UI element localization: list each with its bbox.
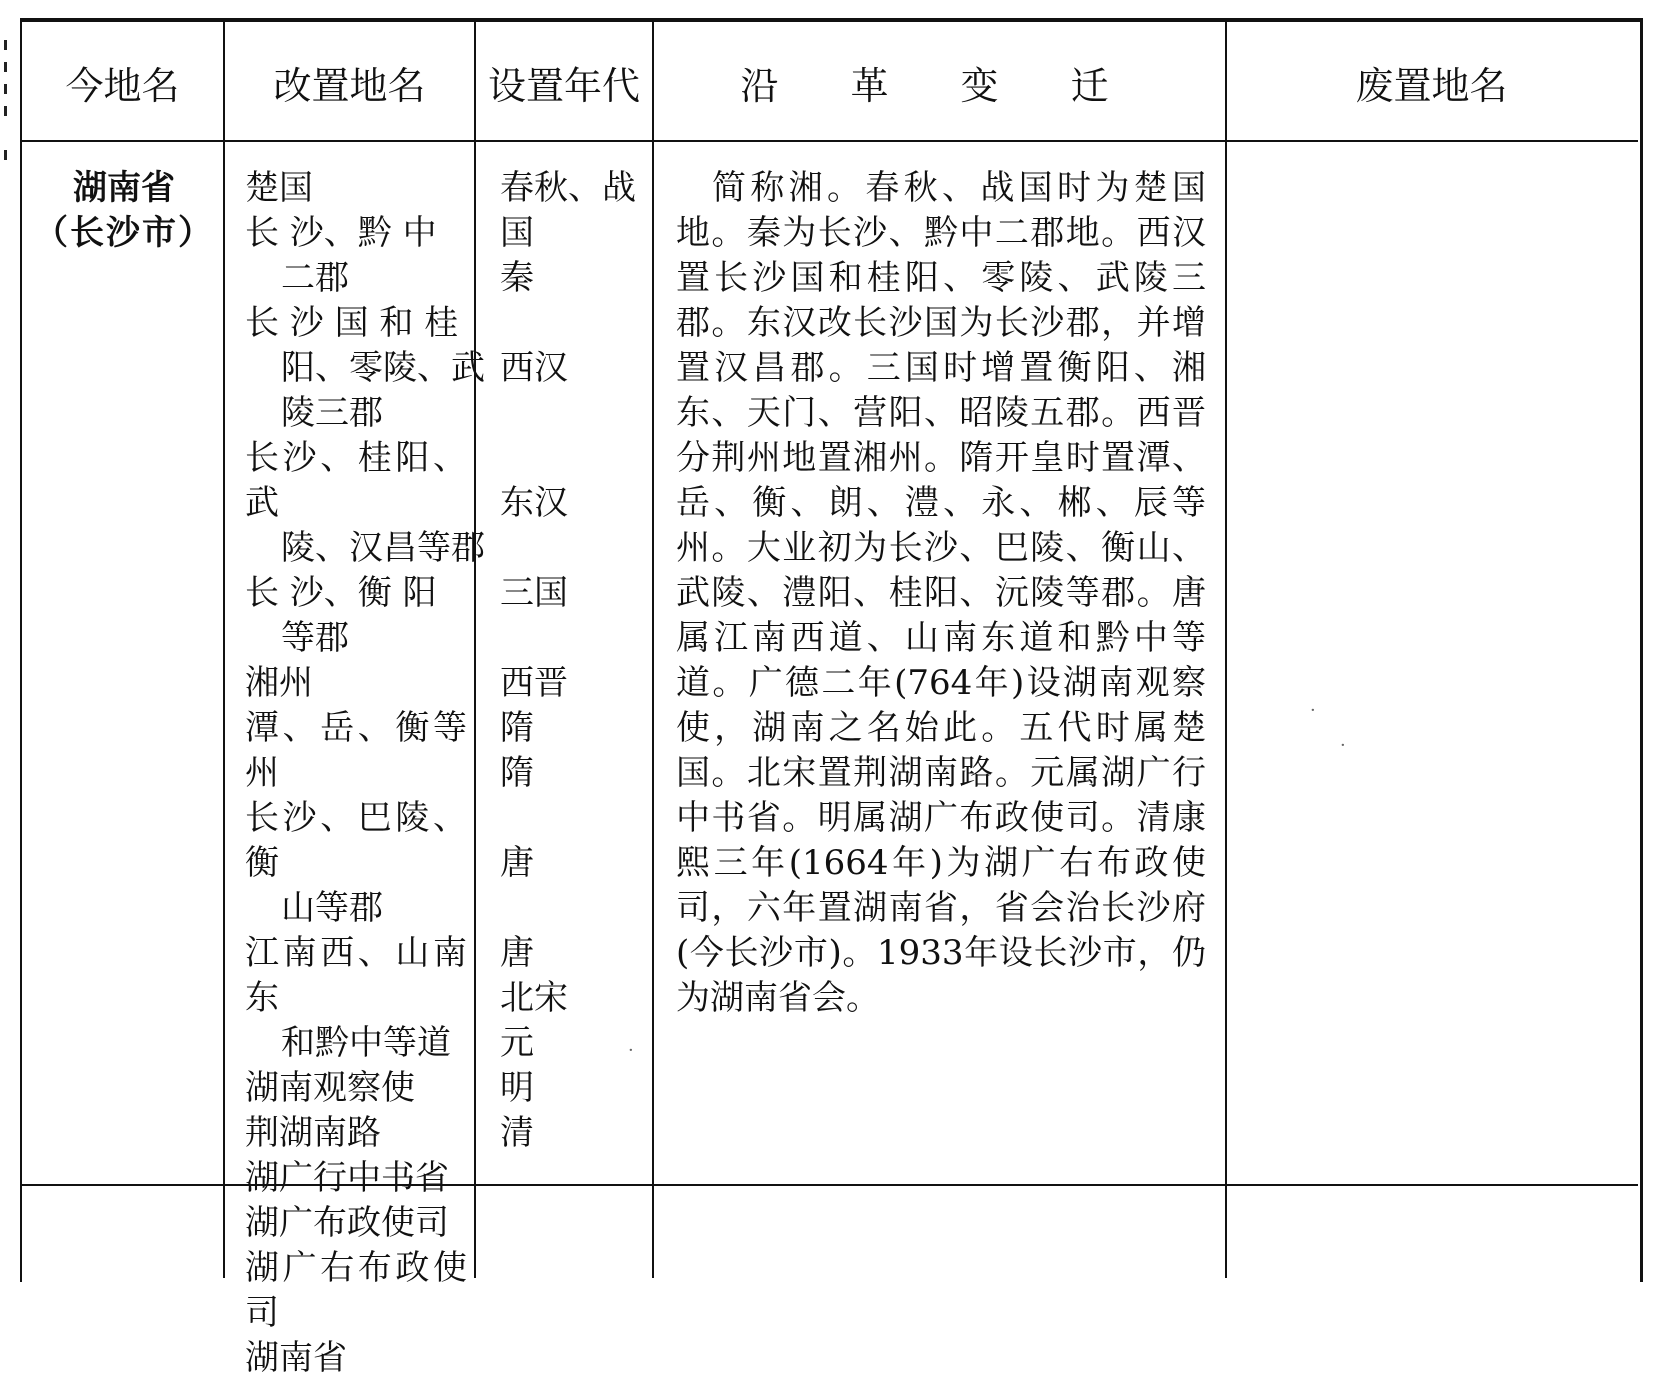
era-line: [500, 391, 650, 436]
place-line: 湖广右布政使司: [245, 1248, 467, 1333]
edge-mark: [4, 150, 7, 160]
place-name-list: [245, 166, 485, 1381]
era-line: 清: [500, 1113, 534, 1153]
era-line: 隋: [500, 708, 534, 748]
header-established-era: 设置年代: [487, 64, 640, 108]
current-name-cell: [26, 166, 222, 256]
header-evolution: 沿 革 变 迁: [740, 64, 1139, 108]
header-current-name: 今地名: [65, 64, 180, 108]
capital-name: （长沙市）: [34, 213, 214, 253]
place-line: 长沙、巴陵、衡: [245, 798, 467, 883]
era-line: 明: [500, 1068, 534, 1108]
place-line: 陵三郡: [281, 393, 383, 433]
scan-speck: ·: [1340, 735, 1346, 756]
era-line: [500, 526, 650, 571]
place-line: 长 沙 国 和 桂: [245, 303, 459, 343]
era-line: 元: [500, 1023, 534, 1063]
scan-speck: ·: [628, 1040, 634, 1061]
header-abolished-name: 废置地名: [1355, 64, 1508, 108]
era-line: [500, 1156, 650, 1201]
place-line: 湖南省: [245, 1338, 347, 1378]
place-line: 湖南观察使: [245, 1068, 415, 1108]
place-line: 长 沙、衡 阳: [245, 573, 437, 613]
place-line: 阳、零陵、武: [281, 348, 485, 388]
era-line: 唐: [500, 843, 534, 883]
renamed-name-cell: [245, 166, 485, 1381]
era-line: 春秋、战国: [500, 168, 636, 253]
place-line: 长沙、桂阳、武: [245, 438, 467, 523]
edge-mark: [4, 106, 7, 116]
place-line: 等郡: [281, 618, 349, 658]
era-line: [500, 616, 650, 661]
edge-mark: [4, 84, 7, 94]
column-divider: [652, 18, 654, 1278]
place-line: 湘州: [245, 663, 313, 703]
era-line: 北宋: [500, 978, 568, 1018]
place-line: 江南西、山南东: [245, 933, 467, 1018]
header-renamed-name: 改置地名: [273, 64, 426, 108]
era-line: [500, 886, 650, 931]
place-line: 潭、岳、衡等州: [245, 708, 467, 793]
province-name: 湖南省: [73, 168, 175, 208]
place-line: 湖广行中书省: [245, 1158, 449, 1198]
column-divider: [1225, 18, 1227, 1278]
era-line: 东汉: [500, 483, 568, 523]
era-line: 秦: [500, 258, 534, 298]
scan-speck: ·: [1310, 700, 1316, 721]
place-line: 荆湖南路: [245, 1113, 381, 1153]
era-line: [500, 796, 650, 841]
edge-mark: [4, 62, 7, 72]
era-line: 三国: [500, 573, 568, 613]
place-line: 山等郡: [281, 888, 383, 928]
era-line: [500, 301, 650, 346]
place-line: 楚国: [245, 168, 313, 208]
era-line: 隋: [500, 753, 534, 793]
era-line: 西汉: [500, 348, 568, 388]
place-line: 二郡: [281, 258, 349, 298]
era-line: [500, 436, 650, 481]
history-text: 简称湘。春秋、战国时为楚国地。秦为长沙、黔中二郡地。西汉置长沙国和桂阳、零陵、武陵三郡。东汉改长沙国为长沙郡，并增置汉昌郡。三国时增置衡阳、湘东、天门、营阳、昭陵五郡。西晋分荆州地置湘州。隋开皇时置潭、岳、衡、朗、澧、永、郴、辰等州。大业初为长沙、巴陵、衡山、武陵、澧阳、桂阳、沅陵等郡。唐属江南西道、山南东道和黔中等道。广德二年(764年)设湖南观察使，湖南之名始此。五代时属楚国。北宋置荆湖南路。元属湖广行中书省。明属湖广布政使司。清康熙三年(1664年)为湖广右布政使司，六年置湖南省，省会治长沙府(今长沙市)。1933年设长沙市，仍为湖南省会。: [676, 168, 1206, 1018]
era-line: 唐: [500, 933, 534, 973]
era-line: 西晋: [500, 663, 568, 703]
place-line: 和黔中等道: [281, 1023, 451, 1063]
column-divider: [223, 18, 225, 1278]
place-line: 长 沙、黔 中: [245, 213, 437, 253]
edge-mark: [4, 40, 7, 50]
place-line: 湖广布政使司: [245, 1203, 449, 1243]
place-line: 陵、汉昌等郡: [281, 528, 485, 568]
